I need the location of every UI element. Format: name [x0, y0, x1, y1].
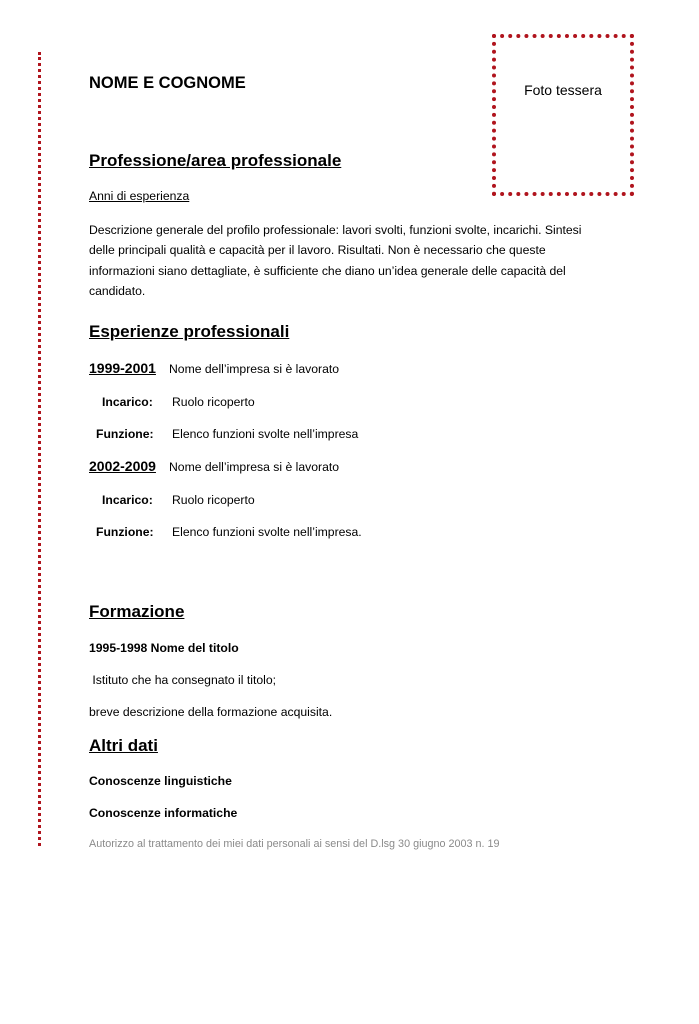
- function-label: Funzione:: [96, 525, 154, 539]
- degree-title: 1995-1998 Nome del titolo: [89, 641, 239, 655]
- profession-heading: Professione/area professionale: [89, 151, 342, 170]
- experience-heading: Esperienze professionali: [89, 322, 290, 341]
- role-label: Incarico:: [102, 493, 153, 507]
- language-skills: Conoscenze linguistiche: [89, 774, 232, 788]
- computer-skills: Conoscenze informatiche: [89, 806, 238, 820]
- experience-company: Nome dell’impresa si è lavorato: [169, 460, 340, 474]
- role-label: Incarico:: [102, 395, 153, 409]
- experience-period: 1999-2001: [89, 360, 156, 376]
- role-value: Ruolo ricoperto: [172, 493, 255, 507]
- experience-period: 2002-2009: [89, 458, 156, 474]
- profile-description: Descrizione generale del profilo professionale: lavori svolti, funzioni svolte, incarichi. Sintesi delle principali qualità e capacità per il lavoro. Risultati. Non è necessario che queste informazioni siano dettagliate, è sufficiente che diano un’idea generale delle capacità del candidato.: [89, 223, 582, 298]
- function-value: Elenco funzioni svolte nell’impresa.: [172, 525, 362, 539]
- years-of-experience: Anni di esperienza: [89, 189, 190, 203]
- experience-company: Nome dell’impresa si è lavorato: [169, 362, 340, 376]
- function-value: Elenco funzioni svolte nell’impresa: [172, 427, 359, 441]
- education-heading: Formazione: [89, 602, 185, 621]
- left-dotted-rule: [38, 52, 41, 846]
- other-data-heading: Altri dati: [89, 736, 158, 755]
- full-name: NOME E COGNOME: [89, 74, 246, 92]
- privacy-consent: Autorizzo al trattamento dei miei dati personali ai sensi del D.lsg 30 giugno 2003 n. 19: [89, 838, 500, 850]
- role-value: Ruolo ricoperto: [172, 395, 255, 409]
- photo-label: Foto tessera: [524, 82, 602, 98]
- institute-name: Istituto che ha consegnato il titolo;: [89, 673, 276, 687]
- function-label: Funzione:: [96, 427, 154, 441]
- education-description: breve descrizione della formazione acquisita.: [89, 705, 333, 719]
- photo-placeholder: [492, 34, 634, 196]
